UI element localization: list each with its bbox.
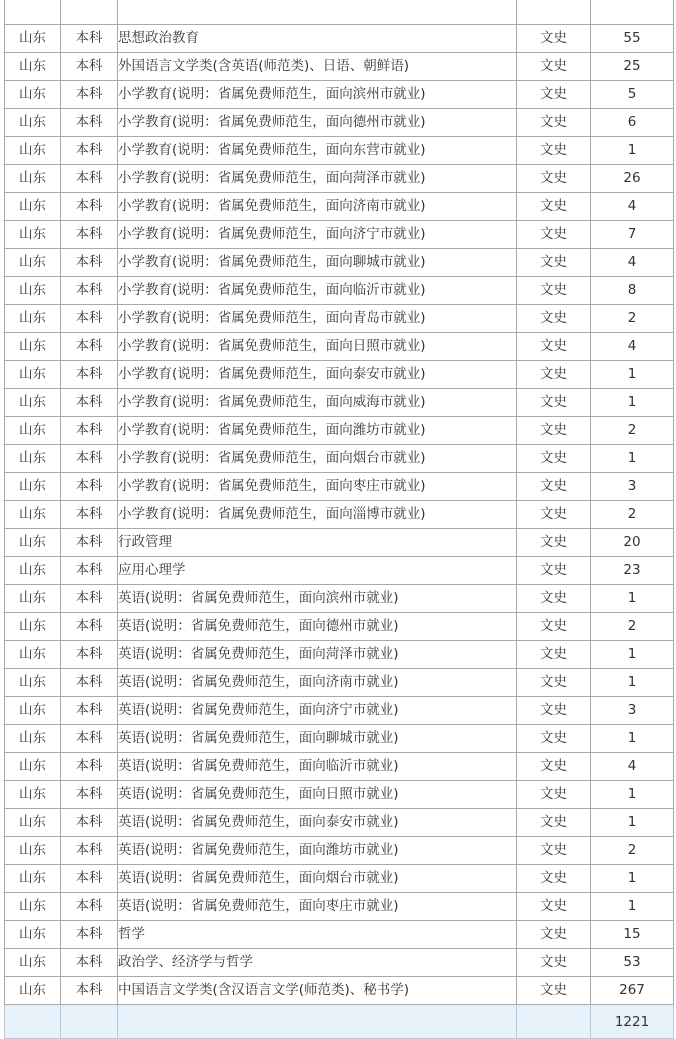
cell-province: 山东 bbox=[5, 921, 61, 949]
cell-category: 文史 bbox=[517, 165, 591, 193]
cell-level: 本科 bbox=[61, 193, 118, 221]
cell-major: 外国语言文学类(含英语(师范类)、日语、朝鲜语) bbox=[118, 53, 517, 81]
cell-province: 山东 bbox=[5, 417, 61, 445]
cell-count: 15 bbox=[591, 921, 674, 949]
cell-category: 文史 bbox=[517, 277, 591, 305]
cell-count: 1 bbox=[591, 865, 674, 893]
cell-major: 英语(说明：省属免费师范生，面向潍坊市就业) bbox=[118, 837, 517, 865]
cell-level: 本科 bbox=[61, 137, 118, 165]
cell-category: 文史 bbox=[517, 921, 591, 949]
cell-count: 3 bbox=[591, 473, 674, 501]
table-body bbox=[5, 0, 674, 1005]
cell-province: 山东 bbox=[5, 781, 61, 809]
cell-major: 思想政治教育 bbox=[118, 25, 517, 53]
cell-level: 本科 bbox=[61, 529, 118, 557]
table-row bbox=[5, 417, 674, 445]
cell-level: 本科 bbox=[61, 809, 118, 837]
cell-level: 本科 bbox=[61, 557, 118, 585]
cell-major: 英语(说明：省属免费师范生，面向滨州市就业) bbox=[118, 585, 517, 613]
cell-level: 本科 bbox=[61, 165, 118, 193]
cell-category bbox=[517, 0, 591, 25]
table-row bbox=[5, 557, 674, 585]
cell-level: 本科 bbox=[61, 53, 118, 81]
cell-level: 本科 bbox=[61, 333, 118, 361]
cell-category: 文史 bbox=[517, 137, 591, 165]
cell-major: 小学教育(说明：省属免费师范生，面向淄博市就业) bbox=[118, 501, 517, 529]
table-row bbox=[5, 809, 674, 837]
cell-level: 本科 bbox=[61, 81, 118, 109]
cell-category: 文史 bbox=[517, 25, 591, 53]
cell-level: 本科 bbox=[61, 837, 118, 865]
cell-category: 文史 bbox=[517, 865, 591, 893]
cell-count: 4 bbox=[591, 249, 674, 277]
table-row bbox=[5, 753, 674, 781]
cell-major: 英语(说明：省属免费师范生，面向聊城市就业) bbox=[118, 725, 517, 753]
cell-count: 2 bbox=[591, 501, 674, 529]
cell-major: 小学教育(说明：省属免费师范生，面向济南市就业) bbox=[118, 193, 517, 221]
table-row bbox=[5, 333, 674, 361]
cell-major bbox=[118, 0, 517, 25]
cell-count: 2 bbox=[591, 613, 674, 641]
cell-category: 文史 bbox=[517, 333, 591, 361]
cell-major: 英语(说明：省属免费师范生，面向临沂市就业) bbox=[118, 753, 517, 781]
cell-level: 本科 bbox=[61, 977, 118, 1005]
table-row bbox=[5, 837, 674, 865]
cell-province: 山东 bbox=[5, 501, 61, 529]
cell-category: 文史 bbox=[517, 557, 591, 585]
cell-province: 山东 bbox=[5, 81, 61, 109]
cell-province: 山东 bbox=[5, 305, 61, 333]
cell-province: 山东 bbox=[5, 809, 61, 837]
cell-province: 山东 bbox=[5, 837, 61, 865]
cell-count: 1 bbox=[591, 641, 674, 669]
total-row bbox=[5, 1005, 674, 1039]
cell-major: 小学教育(说明：省属免费师范生，面向东营市就业) bbox=[118, 137, 517, 165]
cell-province bbox=[5, 0, 61, 25]
cell-major: 英语(说明：省属免费师范生，面向德州市就业) bbox=[118, 613, 517, 641]
table-row bbox=[5, 249, 674, 277]
cell-category: 文史 bbox=[517, 305, 591, 333]
cell-level: 本科 bbox=[61, 921, 118, 949]
cell-major: 小学教育(说明：省属免费师范生，面向威海市就业) bbox=[118, 389, 517, 417]
table-row bbox=[5, 193, 674, 221]
cell-count: 7 bbox=[591, 221, 674, 249]
table-row bbox=[5, 81, 674, 109]
cell-level: 本科 bbox=[61, 753, 118, 781]
cell-category: 文史 bbox=[517, 501, 591, 529]
cell-category: 文史 bbox=[517, 753, 591, 781]
table-row bbox=[5, 501, 674, 529]
cell-category: 文史 bbox=[517, 417, 591, 445]
cell-major: 英语(说明：省属免费师范生，面向泰安市就业) bbox=[118, 809, 517, 837]
cell-category: 文史 bbox=[517, 697, 591, 725]
cell-count: 1 bbox=[591, 725, 674, 753]
cell-province: 山东 bbox=[5, 445, 61, 473]
cell-major: 中国语言文学类(含汉语言文学(师范类)、秘书学) bbox=[118, 977, 517, 1005]
cell-count: 3 bbox=[591, 697, 674, 725]
cell-category: 文史 bbox=[517, 109, 591, 137]
table-row bbox=[5, 109, 674, 137]
cell-major: 英语(说明：省属免费师范生，面向济南市就业) bbox=[118, 669, 517, 697]
cell-category: 文史 bbox=[517, 473, 591, 501]
table-row bbox=[5, 697, 674, 725]
cell-level: 本科 bbox=[61, 417, 118, 445]
cell-count: 1 bbox=[591, 781, 674, 809]
table-row bbox=[5, 641, 674, 669]
cell-category: 文史 bbox=[517, 641, 591, 669]
cell-major: 小学教育(说明：省属免费师范生，面向滨州市就业) bbox=[118, 81, 517, 109]
cell-major: 小学教育(说明：省属免费师范生，面向德州市就业) bbox=[118, 109, 517, 137]
cell-level: 本科 bbox=[61, 445, 118, 473]
cell-province: 山东 bbox=[5, 641, 61, 669]
table-row bbox=[5, 137, 674, 165]
cell-province: 山东 bbox=[5, 389, 61, 417]
table-row bbox=[5, 25, 674, 53]
cell-category: 文史 bbox=[517, 837, 591, 865]
cell-major: 小学教育(说明：省属免费师范生，面向泰安市就业) bbox=[118, 361, 517, 389]
table-row bbox=[5, 977, 674, 1005]
cell-level: 本科 bbox=[61, 781, 118, 809]
cell-category: 文史 bbox=[517, 977, 591, 1005]
cell-category: 文史 bbox=[517, 585, 591, 613]
cell-province: 山东 bbox=[5, 557, 61, 585]
cell-province: 山东 bbox=[5, 361, 61, 389]
cell-category: 文史 bbox=[517, 893, 591, 921]
cell-province: 山东 bbox=[5, 529, 61, 557]
table-row bbox=[5, 221, 674, 249]
cell-major: 英语(说明：省属免费师范生，面向枣庄市就业) bbox=[118, 893, 517, 921]
total-cell-major bbox=[118, 1005, 517, 1039]
table-row bbox=[5, 305, 674, 333]
cell-category: 文史 bbox=[517, 445, 591, 473]
cell-category: 文史 bbox=[517, 725, 591, 753]
table-row bbox=[5, 0, 674, 25]
cell-major: 小学教育(说明：省属免费师范生，面向青岛市就业) bbox=[118, 305, 517, 333]
total-cell-province bbox=[5, 1005, 61, 1039]
cell-level: 本科 bbox=[61, 501, 118, 529]
cell-province: 山东 bbox=[5, 137, 61, 165]
cell-level: 本科 bbox=[61, 697, 118, 725]
cell-province: 山东 bbox=[5, 977, 61, 1005]
cell-level bbox=[61, 0, 118, 25]
cell-province: 山东 bbox=[5, 613, 61, 641]
table-row bbox=[5, 669, 674, 697]
cell-count: 1 bbox=[591, 893, 674, 921]
cell-count: 2 bbox=[591, 305, 674, 333]
cell-count: 25 bbox=[591, 53, 674, 81]
total-count: 1221 bbox=[591, 1005, 674, 1039]
cell-category: 文史 bbox=[517, 613, 591, 641]
cell-count: 1 bbox=[591, 809, 674, 837]
cell-count: 20 bbox=[591, 529, 674, 557]
cell-count: 4 bbox=[591, 333, 674, 361]
cell-count: 26 bbox=[591, 165, 674, 193]
cell-level: 本科 bbox=[61, 277, 118, 305]
cell-major: 行政管理 bbox=[118, 529, 517, 557]
cell-level: 本科 bbox=[61, 669, 118, 697]
cell-major: 小学教育(说明：省属免费师范生，面向临沂市就业) bbox=[118, 277, 517, 305]
cell-category: 文史 bbox=[517, 193, 591, 221]
cell-province: 山东 bbox=[5, 893, 61, 921]
cell-level: 本科 bbox=[61, 109, 118, 137]
cell-major: 应用心理学 bbox=[118, 557, 517, 585]
cell-count: 23 bbox=[591, 557, 674, 585]
cell-count: 4 bbox=[591, 753, 674, 781]
table-row bbox=[5, 389, 674, 417]
admission-plan-table-container bbox=[4, 0, 673, 1039]
cell-level: 本科 bbox=[61, 249, 118, 277]
cell-count: 1 bbox=[591, 389, 674, 417]
cell-count: 1 bbox=[591, 669, 674, 697]
cell-category: 文史 bbox=[517, 809, 591, 837]
cell-province: 山东 bbox=[5, 725, 61, 753]
cell-province: 山东 bbox=[5, 333, 61, 361]
cell-category: 文史 bbox=[517, 529, 591, 557]
cell-province: 山东 bbox=[5, 53, 61, 81]
cell-major: 小学教育(说明：省属免费师范生，面向菏泽市就业) bbox=[118, 165, 517, 193]
cell-major: 英语(说明：省属免费师范生，面向济宁市就业) bbox=[118, 697, 517, 725]
cell-level: 本科 bbox=[61, 305, 118, 333]
cell-category: 文史 bbox=[517, 669, 591, 697]
table-row bbox=[5, 529, 674, 557]
table-row bbox=[5, 949, 674, 977]
table-row bbox=[5, 277, 674, 305]
cell-province: 山东 bbox=[5, 221, 61, 249]
cell-category: 文史 bbox=[517, 389, 591, 417]
cell-major: 小学教育(说明：省属免费师范生，面向枣庄市就业) bbox=[118, 473, 517, 501]
table-row bbox=[5, 473, 674, 501]
cell-count: 8 bbox=[591, 277, 674, 305]
cell-province: 山东 bbox=[5, 697, 61, 725]
cell-count: 5 bbox=[591, 81, 674, 109]
cell-count: 6 bbox=[591, 109, 674, 137]
cell-count: 55 bbox=[591, 25, 674, 53]
cell-count bbox=[591, 0, 674, 25]
cell-major: 小学教育(说明：省属免费师范生，面向烟台市就业) bbox=[118, 445, 517, 473]
cell-level: 本科 bbox=[61, 473, 118, 501]
cell-count: 1 bbox=[591, 361, 674, 389]
cell-level: 本科 bbox=[61, 949, 118, 977]
cell-count: 1 bbox=[591, 445, 674, 473]
cell-province: 山东 bbox=[5, 949, 61, 977]
cell-level: 本科 bbox=[61, 389, 118, 417]
cell-major: 小学教育(说明：省属免费师范生，面向济宁市就业) bbox=[118, 221, 517, 249]
cell-province: 山东 bbox=[5, 753, 61, 781]
table-row bbox=[5, 585, 674, 613]
cell-province: 山东 bbox=[5, 165, 61, 193]
cell-category: 文史 bbox=[517, 221, 591, 249]
cell-level: 本科 bbox=[61, 25, 118, 53]
cell-major: 小学教育(说明：省属免费师范生，面向聊城市就业) bbox=[118, 249, 517, 277]
cell-count: 4 bbox=[591, 193, 674, 221]
cell-major: 英语(说明：省属免费师范生，面向日照市就业) bbox=[118, 781, 517, 809]
cell-category: 文史 bbox=[517, 81, 591, 109]
cell-category: 文史 bbox=[517, 781, 591, 809]
cell-level: 本科 bbox=[61, 893, 118, 921]
cell-count: 2 bbox=[591, 837, 674, 865]
table-row bbox=[5, 781, 674, 809]
cell-province: 山东 bbox=[5, 277, 61, 305]
table-row bbox=[5, 53, 674, 81]
cell-level: 本科 bbox=[61, 865, 118, 893]
cell-category: 文史 bbox=[517, 361, 591, 389]
table-row bbox=[5, 921, 674, 949]
cell-province: 山东 bbox=[5, 865, 61, 893]
cell-major: 哲学 bbox=[118, 921, 517, 949]
cell-count: 1 bbox=[591, 585, 674, 613]
cell-level: 本科 bbox=[61, 585, 118, 613]
cell-count: 1 bbox=[591, 137, 674, 165]
cell-category: 文史 bbox=[517, 249, 591, 277]
cell-province: 山东 bbox=[5, 473, 61, 501]
cell-category: 文史 bbox=[517, 949, 591, 977]
table-row bbox=[5, 361, 674, 389]
total-cell-category bbox=[517, 1005, 591, 1039]
cell-level: 本科 bbox=[61, 613, 118, 641]
cell-province: 山东 bbox=[5, 109, 61, 137]
cell-major: 政治学、经济学与哲学 bbox=[118, 949, 517, 977]
table-row bbox=[5, 445, 674, 473]
cell-major: 英语(说明：省属免费师范生，面向菏泽市就业) bbox=[118, 641, 517, 669]
cell-major: 小学教育(说明：省属免费师范生，面向潍坊市就业) bbox=[118, 417, 517, 445]
table-row bbox=[5, 865, 674, 893]
total-cell-level bbox=[61, 1005, 118, 1039]
cell-count: 267 bbox=[591, 977, 674, 1005]
cell-province: 山东 bbox=[5, 25, 61, 53]
cell-level: 本科 bbox=[61, 641, 118, 669]
table-row bbox=[5, 893, 674, 921]
cell-province: 山东 bbox=[5, 669, 61, 697]
cell-count: 2 bbox=[591, 417, 674, 445]
cell-province: 山东 bbox=[5, 585, 61, 613]
cell-major: 小学教育(说明：省属免费师范生，面向日照市就业) bbox=[118, 333, 517, 361]
cell-province: 山东 bbox=[5, 249, 61, 277]
table-row bbox=[5, 613, 674, 641]
table-row bbox=[5, 165, 674, 193]
cell-province: 山东 bbox=[5, 193, 61, 221]
cell-category: 文史 bbox=[517, 53, 591, 81]
cell-count: 53 bbox=[591, 949, 674, 977]
cell-level: 本科 bbox=[61, 221, 118, 249]
cell-level: 本科 bbox=[61, 725, 118, 753]
table-row bbox=[5, 725, 674, 753]
cell-level: 本科 bbox=[61, 361, 118, 389]
admission-plan-table bbox=[4, 0, 674, 1039]
cell-major: 英语(说明：省属免费师范生，面向烟台市就业) bbox=[118, 865, 517, 893]
